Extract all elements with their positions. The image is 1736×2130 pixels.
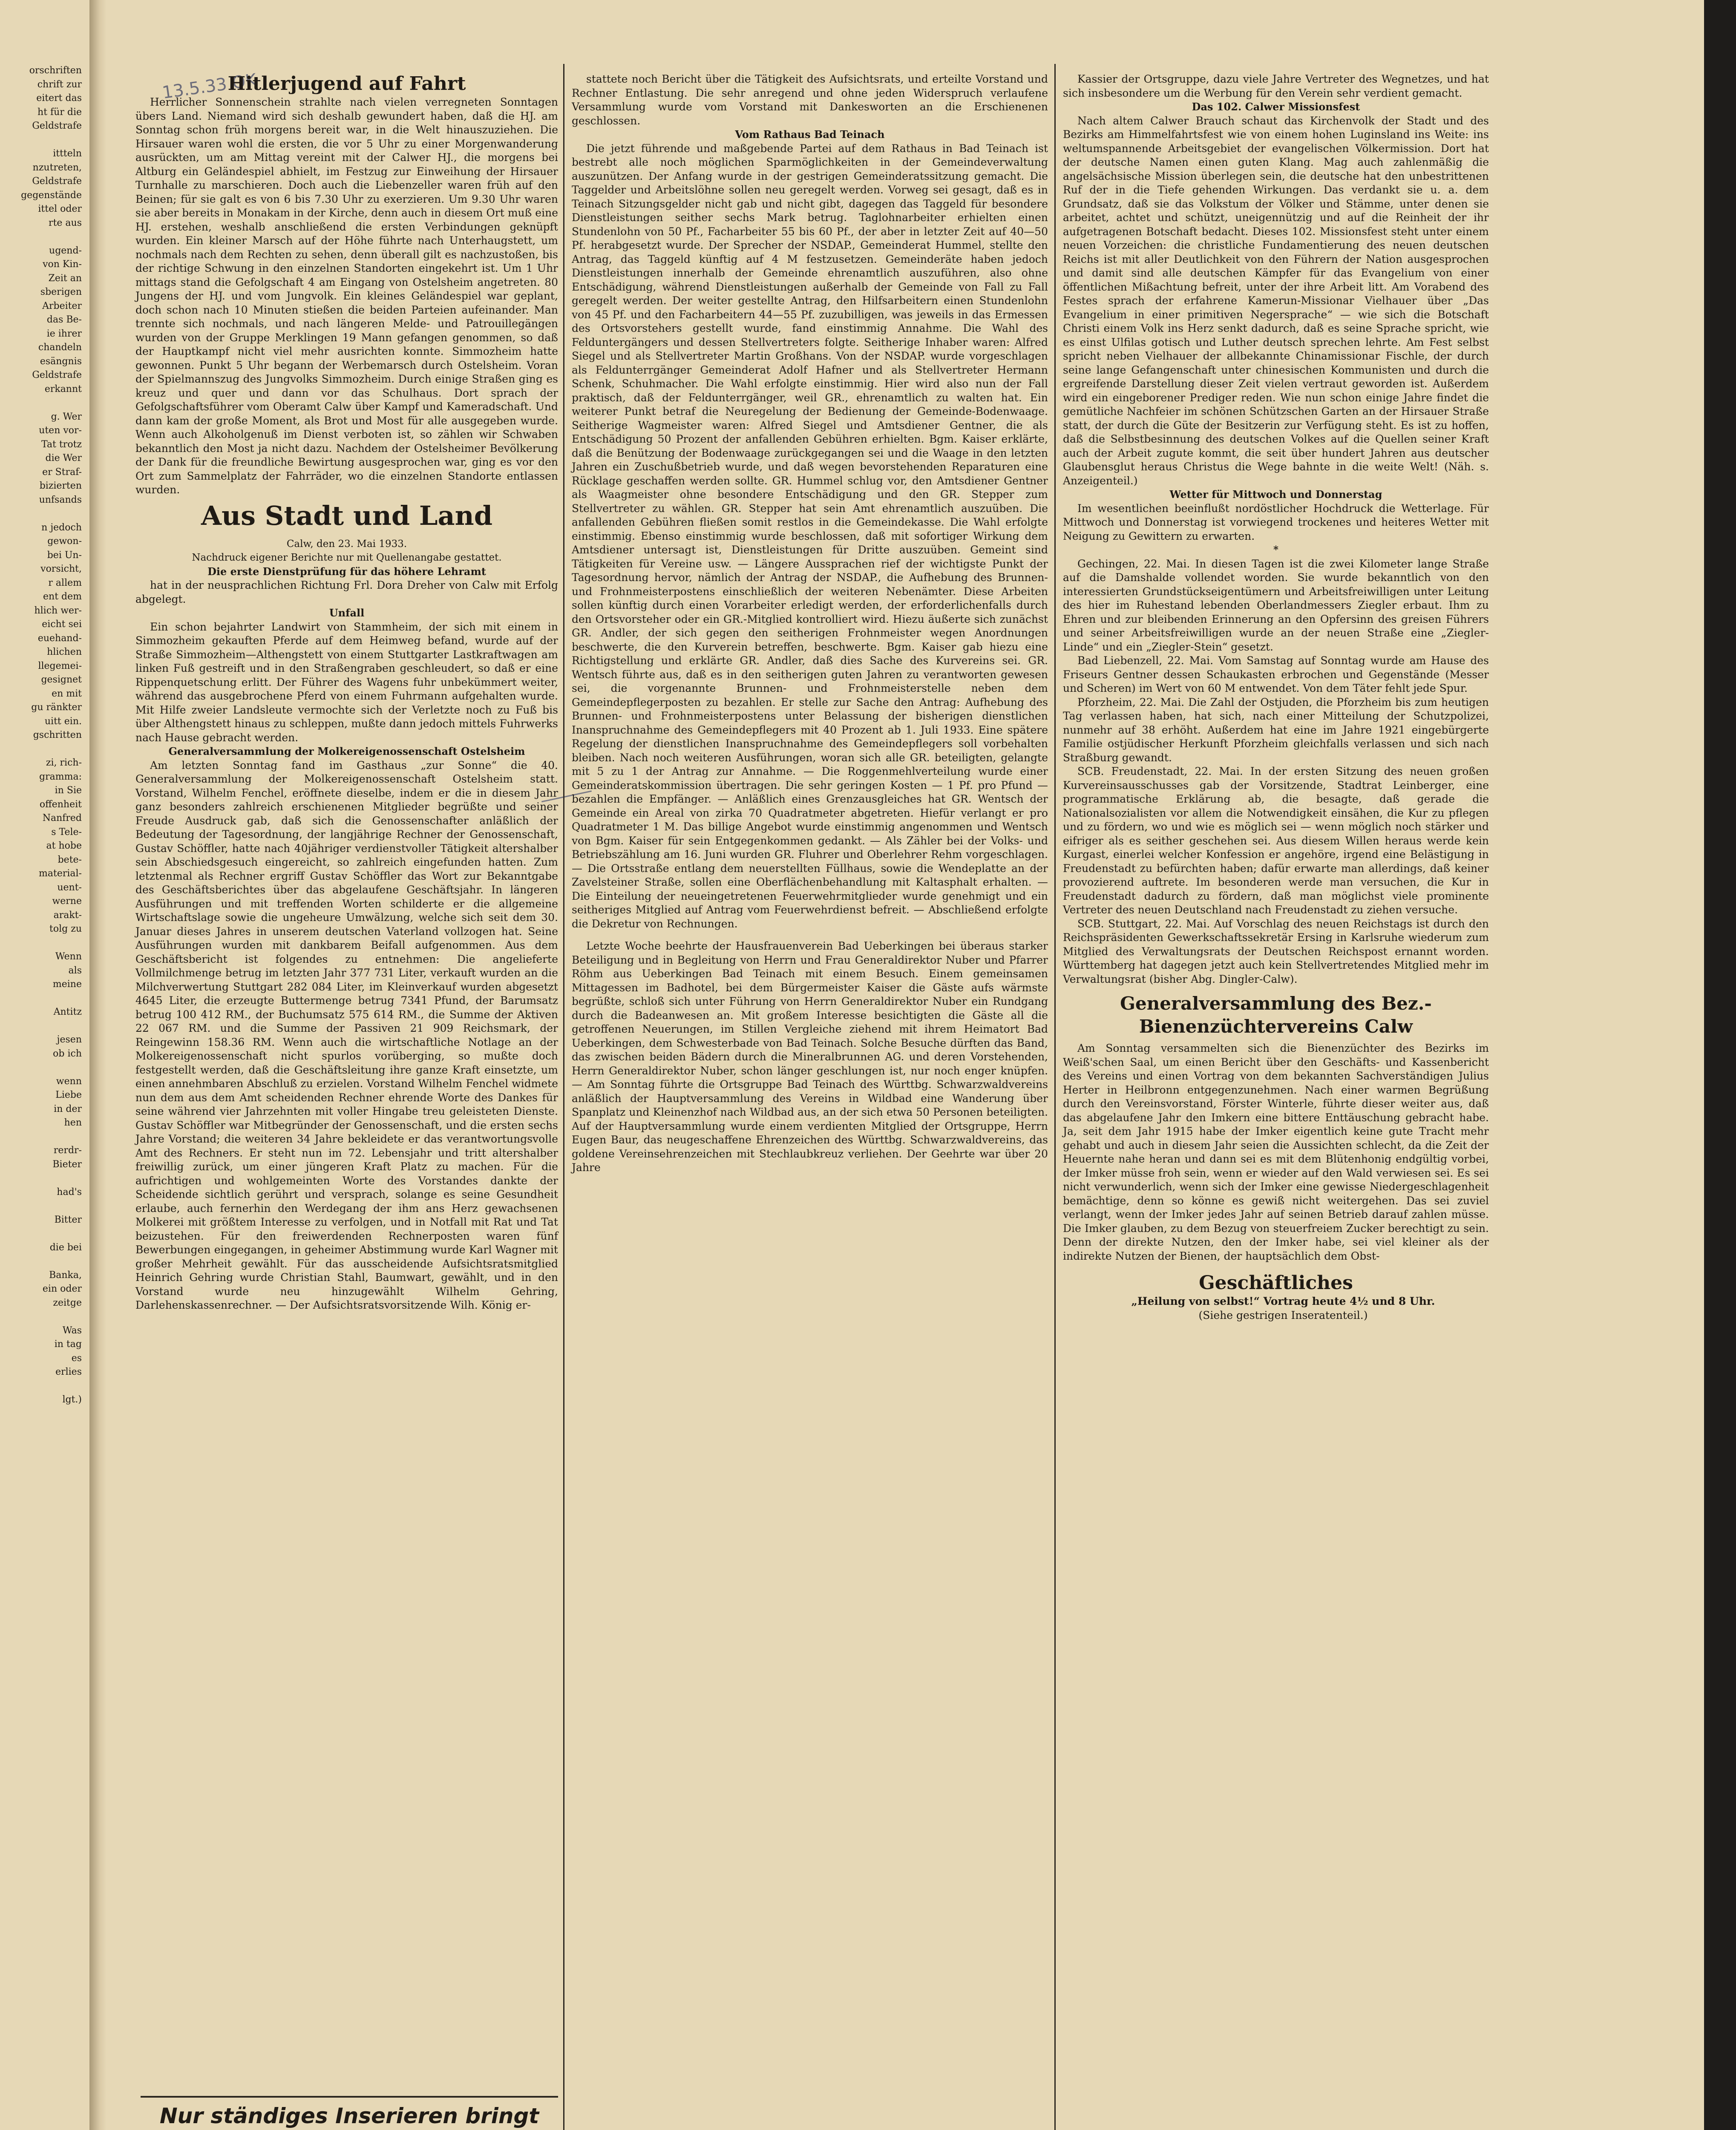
column-3 xyxy=(1063,72,1489,1322)
rathaus-heading: Vom Rathaus Bad Teinach xyxy=(735,128,885,141)
left-fragment-line: bei Un- xyxy=(47,550,82,561)
previous-page-column-fragments xyxy=(0,64,85,1407)
left-fragment-line: en mit xyxy=(52,688,82,699)
left-fragment-line: arakt- xyxy=(53,910,82,921)
left-fragment-line xyxy=(0,396,85,410)
left-fragment-line: von Kin- xyxy=(43,259,82,270)
left-fragment-line: eicht sei xyxy=(42,619,82,630)
left-fragment-line xyxy=(0,1255,85,1269)
column-1 xyxy=(135,72,558,1313)
left-fragment-line: die Wer xyxy=(45,453,82,463)
left-fragment-line: had's xyxy=(57,1186,82,1197)
left-fragment-line: wenn xyxy=(56,1076,82,1087)
wetter-text: Im wesentlichen beeinflußt nordöstlicher Hochdruck die Wetterlage. Für Mittwoch und Donnerstag ist vorwiegend trockenes und heiteres Wetter mit Neigung zu Gewittern zu erwarten. xyxy=(1063,502,1489,542)
column-2 xyxy=(572,72,1048,1175)
bienen-headline: Generalversammlung des Bez.-Bienenzüchtervereins Calw xyxy=(1120,993,1432,1037)
left-fragment-line: zi, rich- xyxy=(46,757,82,768)
left-fragment-line xyxy=(0,1172,85,1186)
geschaeftliches-line-2: (Siehe gestrigen Inseratenteil.) xyxy=(1198,1309,1368,1321)
mission-text: Nach altem Calwer Brauch schaut das Kirchenvolk der Stadt und des Bezirks am Himmelfahrtsfest wie von einem hohen Luginsland ins Weite: ins weltumspannende Arbeitsgebiet der evangelischen Völkermission. Dort hat der deutsche Namen einen guten Klang. Mag auch zahlenmäßig die angelsächsische Mission überlegen sein, die deutsche hat den unbestrittenen Ruf der in die Tiefe gehenden Wirkungen. Das verdankt sie u. a. dem Grundsatz, daß sie das Volkstum der Völker und Stämme, unter denen sie arbeitet, achtet und schützt, uneigennützig und auf die Reinheit der ihr aufgetragenen Botschaft bedacht. Dieses 102. Missionsfest steht unter einem neuen Vorzeichen: die christliche Fundamentierung des neuen deutschen Reichs ist mit aller Deutlichkeit von den Führern der Nation ausgesprochen und damit sind alle deutschen Kämpfer für das Evangelium von einer öffentlichen Mißachtung befreit, unter der ihre Arbeit litt. Am Vorabend des Festes sprach der erfahrene Kamerun-Missionar Vielhauer über „Das Evangelium in einer primitiven Negersprache“ — wie sich die Botschaft Christi einem Volk ins Herz senkt dadurch, daß es seine Sprache spricht, wie es einst Ulfilas gotisch und Luther deutsch sprechen lehrte. Am Fest selbst spricht neben Vielhauer der allbekannte Chinamissionar Fischle, der durch seine lange Gefangenschaft unter chinesischen Kommunisten und durch die ergreifende Darstellung dieser Zeit vielen vertraut geworden ist. Außerdem wird ein eingeborener Prediger reden. Wie nun schon einige Jahre findet die gemütliche Nachfeier im schönen Schützschen Garten an der Hirsauer Straße statt, der durch die Güte der Besitzerin zur Verfügung steht. Es ist zu hoffen, daß die Selbstbesinnung des deutschen Volkes auf die Quellen seiner Kraft auch der Arbeit zugute kommt, die seit über hundert Jahren aus deutscher Glaubensglut heraus Christus die Wege bahnte in die weite Welt! (Näh. s. Anzeigenteil.) xyxy=(1063,114,1489,487)
unfall-text: Ein schon bejahrter Landwirt von Stammheim, der sich mit einem in Simmozheim gekauften Pferde auf dem Heimweg befand, wurde auf der Straße Simmozheim—Althengstett von einem Stuttgarter Lastkraftwagen am linken Fuß gestreift und in den Straßengraben geschleudert, so daß er eine Rippenquetschung erlitt. Der Führer des Wagens fuhr unbekümmert weiter, während das ausgebrochene Pferd von einem Fuhrmann aufgehalten wurde. Mit Hilfe zweier Landsleute vermochte sich der Verletzte noch zu Fuß bis über Althengstett hinaus zu schleppen, mußte dann jedoch mittels Fuhrwerks nach Hause gebracht werden. xyxy=(135,620,558,744)
pencil-note: 13.5.33 OK xyxy=(161,70,258,103)
left-fragment-line xyxy=(0,992,85,1006)
left-fragment-line: ob ich xyxy=(53,1048,82,1059)
rathaus-text: Die jetzt führende und maßgebende Partei auf dem Rathaus in Bad Teinach ist bestrebt alle noch möglichen Sparmöglichkeiten in der Gemeindeverwaltung auszunützen. Der Anfang wurde in der gestrigen Gemeinderatssitzung gemacht. Die Taggelder und Arbeitslöhne sollen neu geregelt werden. Vorweg sei gesagt, daß es in Teinach Sitzungsgelder nicht gab und nicht gibt, dagegen das Taggeld für besondere Dienstleistungen seither sechs Mark betrug. Taglohnarbeiter erhielten einen Stundenlohn von 50 Pf., Facharbeiter 55 bis 60 Pf., der aber in letzter Zeit auf 40—50 Pf. herabgesetzt wurde. Der Sprecher der NSDAP., Gemeinderat Hummel, stellte den Antrag, das Taggeld künftig auf 4 M festzusetzen. Gemeinderäte haben jedoch Dienstleistungen innerhalb der Gemeinde ehrenamtlich auszuführen, also ohne Entschädigung, während Dienstleistungen außerhalb der Gemeinde von Fall zu Fall geregelt werden. Der weiter gestellte Antrag, den Hilfsarbeitern einen Stundenlohn von 45 Pf. und den Facharbeitern 44—55 Pf. zuzubilligen, was jeweils in das Ermessen des Ortsvorstehers gestellt wurde, fand einstimmig Annahme. Die Wahl des Felduntergängers und dessen Stellvertreters folgte. Seitherige Inhaber waren: Alfred Siegel und als Stellvertreter Martin Großhans. Von der NSDAP. wurde vorgeschlagen als Feldunterrgänger Gemeinderat Adolf Hafner und als Stellvertreter Hermann Schenk, Schuhmacher. Die Wahl erfolgte einstimmig. Hier wird also nun der Fall praktisch, daß der Feldunterrgänger, weil GR., ehrenamtlich zu walten hat. Ein weiterer Punkt betraf die Neuregelung der Bedienung der Gemeinde-Bodenwaage. Seitherige Wagmeister waren: Alfred Siegel und Amtsdiener Gentner, die als Entschädigung 50 Prozent der anfallenden Gebühren erhielten. Bgm. Kaiser erklärte, daß die Benützung der Bodenwaage zurückgegangen sei und die Waage in den letzten Jahren ein Zuschußbetrieb wurde, und daß wegen bevorstehenden Reparaturen eine Rücklage geschaffen werden sollte. GR. Hummel schlug vor, den Amtsdiener Gentner als Waagmeister ohne besondere Entschädigung und den GR. Stepper zum Stellvertreter zu wählen. GR. Stepper hat sein Amt ehrenamtlich auszuüben. Die anfallenden Gebühren fließen somit restlos in die Gemeindekasse. Die Wahl erfolgte einstimmig. Ebenso einstimmig wurde beschlossen, daß mit sofortiger Wirkung dem Amtsdiener untersagt ist, Dienstleistungen für Dritte auszuüben. Gemeint sind Tätigkeiten für Vereine usw. — Längere Aussprachen rief der wichtigste Punkt der Tagesordnung hervor, nämlich der Antrag der NSDAP., die Aufhebung des Brunnen- und Frohnmeisterpostens einschließlich der weiteren Nebenämter. Diese Arbeiten sollen künftig durch einen Vorarbeiter erledigt werden, der erforderlichenfalls durch den Ortsvorsteher oder ein GR.-Mitglied kontrolliert wird. Hiezu äußerte sich zunächst GR. Andler, der sich gegen den seitherigen Frohnmeister wegen Anordnungen beschwerte, die den Kurverein betreffen, beschwerte. Bgm. Kaiser gab hiezu eine Richtigstellung und erklärte GR. Andler, daß dies Sache des Kurvereins sei. GR. Wentsch führte aus, daß es in den seitherigen guten Jahren zu verantworten gewesen sei, die vorgenannte Brunnen- und Frohnmeisterstelle neben dem Gemeindepflegerposten zu bezahlen. Er stelle zur Sache den Antrag: Aufhebung des Brunnen- und Frohnmeisterpostens unter Belassung der bisherigen dienstlichen Inanspruchnahme des Gemeindepflegers mit 40 Prozent ab 1. Juli 1933. Eine spätere Regelung der dienstlichen Inanspruchnahme des Gemeindepflegers soll vorbehalten bleiben. Nach noch weiteren Ausführungen, woran sich alle GR. beteiligten, gelangte mit 5 zu 1 der Antrag zur Annahme. — Die Roggenmehlverteilung wurde einer Gemeinderatskommission übertragen. Die sehr geringen Kosten — 1 Pf. pro Pfund — bezahlen die Empfänger. — Anläßlich eines Grenzausgleiches hat GR. Wentsch der Gemeinde ein Areal von zirka 70 Quadratmeter abgetreten. Hiefür verlangt er pro Quadratmeter 1 M. Das billige Angebot wurde einstimmig angenommen und Wentsch von Bgm. Kaiser für sein Entgegenkommen gedankt. — Als Zähler bei der Volks- und Betriebszählung am 16. Juni wurden GR. Fluhrer und Oberlehrer Rehm vorgeschlagen. — Die Ortsstraße entlang dem neuerstellten Füllhaus, sowie die Wendeplatte an der Zavelsteiner Straße, sollen eine Oberflächenbehandlung mit Kaltasphalt erhalten. — Die Einteilung der neueingetretenen Feuerwehrmitglieder wurde genehmigt und ein seitheriges Mitglied auf Antrag vom Feuerwehrdienst befreit. — Abschließend erfolgte die Dekretur von Rechnungen. xyxy=(572,142,1048,930)
left-fragment-line: das Be- xyxy=(46,314,82,325)
left-fragment-line xyxy=(0,1130,85,1144)
ad-rule-top xyxy=(141,2096,558,2098)
left-fragment-line: vorsicht, xyxy=(40,564,82,574)
left-fragment-line: offenheit xyxy=(39,799,82,810)
left-fragment-line: gesignet xyxy=(41,674,82,685)
book-spine xyxy=(89,0,107,2130)
news-bad-liebenzell: Bad Liebenzell, 22. Mai. Vom Samstag auf Sonntag wurde am Hause des Friseurs Gentner dessen Schaukasten erbrochen und Gegenstände (Messer und Scheren) im Wert von 60 M entwendet. Von dem Täter fehlt jede Spur. xyxy=(1063,654,1489,694)
column-rule-1 xyxy=(563,64,564,2130)
left-fragment-line xyxy=(0,133,85,147)
left-fragment-line: Bieter xyxy=(52,1159,82,1170)
left-fragment-line xyxy=(0,507,85,521)
left-fragment-line: eitert das xyxy=(36,93,82,104)
left-fragment-line: n jedoch xyxy=(41,522,82,533)
hitlerjugend-headline: Hitlerjugend auf Fahrt xyxy=(227,73,466,95)
left-fragment-line: orschriften xyxy=(29,65,82,76)
left-fragment-line: in Sie xyxy=(55,785,82,796)
left-fragment-line: es xyxy=(71,1353,82,1364)
left-fragment-line: gschritten xyxy=(33,730,82,740)
left-fragment-line: in der xyxy=(54,1103,82,1114)
left-fragment-line: Tat trotz xyxy=(41,439,82,450)
advertising-slogan: Nur ständiges Inserieren bringt xyxy=(159,2104,539,2128)
left-fragment-line xyxy=(0,1227,85,1241)
left-fragment-line: Bitter xyxy=(54,1214,82,1225)
left-fragment-line: llegemei- xyxy=(38,660,82,671)
aus-stadt-und-land-headline: Aus Stadt und Land xyxy=(201,500,493,531)
left-fragment-line: zeitge xyxy=(53,1297,82,1308)
column-rule-2 xyxy=(1054,64,1056,2130)
left-fragment-line: rerdr- xyxy=(53,1145,82,1156)
left-fragment-line: jesen xyxy=(57,1034,82,1045)
left-fragment-line: Geldstrafe xyxy=(32,370,82,380)
left-fragment-line: lgt.) xyxy=(62,1394,82,1405)
left-fragment-line: werne xyxy=(52,896,82,907)
left-fragment-line: Arbeiter xyxy=(42,300,82,311)
left-fragment-line: Zeit an xyxy=(48,273,82,284)
left-fragment-line xyxy=(0,230,85,244)
left-fragment-line: gramma: xyxy=(39,771,82,782)
news-pforzheim: Pforzheim, 22. Mai. Die Zahl der Ostjuden, die Pforzheim bis zum heutigen Tag verlassen haben, hat sich, nach einer Mitteilung der Schutzpolizei, nunmehr auf 38 erhöht. Außerdem hat eine im Jahre 1921 eingebürgerte Familie ostjüdischer Herkunft Pforzheim gleichfalls verlassen und sich nach Straßburg gewandt. xyxy=(1063,696,1489,764)
left-fragment-line: Banka, xyxy=(49,1269,82,1281)
geschaeftliches-headline: Geschäftliches xyxy=(1199,1272,1353,1294)
mission-heading: Das 102. Calwer Missionsfest xyxy=(1192,101,1360,113)
left-fragment-line: hen xyxy=(64,1117,82,1128)
left-fragment-line: er Straf- xyxy=(42,466,82,478)
exam-text: hat in der neusprachlichen Richtung Frl. Dora Dreher von Calw mit Erfolg abgelegt. xyxy=(135,579,558,605)
left-fragment-line: material- xyxy=(39,868,82,879)
left-fragment-line: at hobe xyxy=(46,840,82,851)
wetter-heading: Wetter für Mittwoch und Donnerstag xyxy=(1169,488,1382,501)
left-fragment-line: Liebe xyxy=(55,1090,82,1100)
left-fragment-line: hlich wer- xyxy=(34,605,82,616)
left-fragment-line: Wenn xyxy=(55,951,82,962)
left-fragment-line: g. Wer xyxy=(51,411,82,422)
left-fragment-line xyxy=(0,1199,85,1213)
left-fragment-line: Geldstrafe xyxy=(32,176,82,187)
exam-heading: Die erste Dienstprüfung für das höhere Lehramt xyxy=(207,565,486,578)
left-fragment-line: s Tele- xyxy=(51,826,82,838)
news-gechingen: Gechingen, 22. Mai. In diesen Tagen ist die zwei Kilometer lange Straße auf die Damshalde vollendet worden. Sie wurde bekanntlich von den interessierten Grundstückseigentümern und Arbeitsfreiwilligen unter Leitung des hier im Ruhestand lebenden Oberlandmessers Ziegler erbaut. Ihm zu Ehren und zur bleibenden Erinnerung an den Opfersinn des greisen Führers und seiner Arbeitsfreiwilligen wurde an der neuen Straße eine „Ziegler-Linde“ und ein „Ziegler-Stein“ gesetzt. xyxy=(1063,557,1489,653)
hitlerjugend-article: Herrlicher Sonnenschein strahlte nach vielen verregneten Sonntagen übers Land. Niemand wird sich deshalb gewundert haben, daß die HJ. am Sonntag schon früh morgens bereit war, in die Welt hinauszuziehen. Die Hirsauer waren wohl die ersten, die vor 5 Uhr zu einer Morgenwanderung ausrückten, um am Mittag vereint mit der Calwer HJ., die morgens bei Altburg ein Geländespiel abhielt, im Festzug zur Einweihung der Hirsauer Turnhalle zu marschieren. Doch auch die Liebenzeller waren früh auf den Beinen; für sie galt es von 6 bis 7.30 Uhr zu exerzieren. Um 9.30 Uhr waren sie aber bereits in Monakam in der Kirche, denn auch in diesem Ort muß eine HJ. erstehen, weshalb anschließend die ersten Verbindungen geknüpft wurden. Ein kleiner Marsch auf der Höhe führte nach Unterhaugstett, um nochmals nach dem Rechten zu sehen, denn überall gilt es nachzustoßen, bis der richtige Schwung in den einzelnen Standorten eingekehrt ist. Um 1 Uhr mittags stand die Gefolgschaft 4 am Eingang von Ostelsheim angetreten. 80 Jungens der HJ. und vom Jungvolk. Ein kleines Geländespiel war geplant, doch schon nach 10 Minuten stießen die beiden Parteien aufeinander. Man trennte sich nochmals, und nach längeren Melde- und Patrouillegängen wurden von der Gruppe Merklingen 19 Mann gefangen genommen, so daß der Hauptkampf nicht viel mehr ausrichten konnte. Simmozheim hatte gewonnen. Punkt 5 Uhr begann der Werbemarsch durch Ostelsheim. Voran der Spielmannszug des Jungvolks Simmozheim. Durch einige Straßen ging es kreuz und quer und dann vor das Schulhaus. Dort sprach der Gefolgschaftsführer vom Oberamt Calw über Kampf und Kameradschaft. Und dann kam der große Moment, als Brot und Most für alle ausgegeben wurde. Wenn auch Alkoholgenuß im Dienst verboten ist, so zählen wir Schwaben bekanntlich den Most ja nicht dazu. Nachdem der Ostelsheimer Bevölkerung der Dank für die freundliche Bewirtung ausgesprochen war, ging es vor den Ort zum Sammelplatz der Fahrräder, wo die einzelnen Standorte entlassen wurden. xyxy=(135,96,558,496)
separator-star: * xyxy=(1273,544,1279,556)
left-fragment-line: rte aus xyxy=(49,217,82,228)
left-fragment-line: ht für die xyxy=(37,106,82,118)
left-fragment-line: unfsands xyxy=(39,494,82,505)
left-fragment-line: Was xyxy=(62,1325,82,1336)
news-freudenstadt: SCB. Freudenstadt, 22. Mai. In der ersten Sitzung des neuen großen Kurvereinsausschusses gab der Vorsitzende, Stadtrat Leinberger, eine programmatische Erklärung ab, die besagte, daß gerade die Nationalsozialisten vor allem die Notwendigkeit einsähen, die Kur zu pflegen und zu fördern, wo und wie es möglich sei — wenn möglich noch stärker und eifriger als es seither geschehen sei. Aus diesem Willen heraus werde kein Kurgast, einerlei welcher Konfession er angehöre, irgend eine Belästigung in Freudenstadt zu befürchten haben; dafür erwarte man allerdings, daß keiner provozierend auftrete. Im besonderen werde man versuchen, die Kur in Freudenstadt dadurch zu fördern, daß man möglichst viele prominente Vertreter des neuen Deutschland nach Freudenstadt zu ziehen versuche. xyxy=(1063,765,1489,916)
left-fragment-line: erlies xyxy=(55,1367,82,1377)
left-fragment-line: uitt ein. xyxy=(44,716,82,727)
left-fragment-line: gu ränkter xyxy=(31,702,82,713)
left-fragment-line: nzutreten, xyxy=(32,162,82,173)
left-fragment-line: gegenstände xyxy=(21,190,82,201)
left-fragment-line: bete- xyxy=(58,854,82,865)
column-3-intro: Kassier der Ortsgruppe, dazu viele Jahre Vertreter des Wegnetzes, und hat sich insbesondere um die Werbung für den Verein sehr verdient gemacht. xyxy=(1063,73,1489,99)
left-fragment-line: sberigen xyxy=(40,287,82,297)
left-fragment-line xyxy=(0,1379,85,1393)
molkerei-text: Am letzten Sonntag fand im Gasthaus „zur Sonne“ die 40. Generalversammlung der Molkereigenossenschaft Ostelsheim statt. Vorstand, Wilhelm Fenchel, eröffnete dieselbe, indem er die in diesem Jahr ganz besonders zahlreich erschienenen Mitglieder begrüßte und seiner Freude Ausdruck gab, daß sich die Genossenschafter anläßlich der Bedeutung der Tagesordnung, der langjährige Rechner der Genossenschaft, Gustav Schöffler, hatte nach 40jähriger verdienstvoller Tätigkeit altershalber sein Abschiedsgesuch eingereicht, so zahlreich eingefunden hatten. Zum letztenmal als Rechner ergriff Gustav Schöffler das Wort zur Bekanntgabe des Geschäftsberichtes über das abgelaufene Geschäftsjahr. In längeren Ausführungen und mit treffenden Worten schilderte er die allgemeine Wirtschaftslage sowie die ungeheure Umwälzung, welche sich seit dem 30. Januar dieses Jahres in unserem deutschen Vaterland vollzogen hat. Seine Ausführungen wurden mit dankbarem Beifall aufgenommen. Aus dem Geschäftsbericht ist folgendes zu entnehmen: Die angelieferte Vollmilchmenge betrug im letzten Jahr 377 731 Liter, verkauft wurden an die Milchverwertung Stuttgart 282 084 Liter, im Kleinverkauf wurden abgesetzt 4645 Liter, die erzeugte Buttermenge betrug 7341 Pfund, der Barumsatz betrug 100 412 RM., der Buchumsatz 575 614 RM., die Summe der Aktiven 22 067 RM. und die Summe der Passiven 21 909 Reichsmark, der Reingewinn 158.36 RM. Wenn auch die wirtschaftliche Notlage an der Molkereigenossenschaft nicht spurlos vorüberging, so mußte doch festgestellt werden, daß die Geschäftsleitung ihre ganze Kraft einsetzte, um einen annehmbaren Abschluß zu erzielen. Vorstand Wilhelm Fenchel widmete nun dem aus dem Amt scheidenden Rechner ehrende Worte des Dankes für seine während vier Jahrzehnten mit voller Hingabe treu geleisteten Dienste. Gustav Schöffler war Mitbegründer der Genossenschaft, und die ersten sechs Jahre Vorstand; die weiteren 34 Jahre bekleidete er das verantwortungsvolle Amt des Rechners. Er steht nun im 72. Lebensjahr und tritt altershalber freiwillig zurück, um einer jüngeren Kraft Platz zu machen. Für die aufrichtigen und wohlgemeinten Worte des Vorstandes dankte der Scheidende sichtlich gerührt und versprach, solange es seine Gesundheit erlaube, auch fernerhin den Werdegang der ihm ans Herz gewachsenen Molkerei mit größtem Interesse zu verfolgen, und in Notfall mit Rat und Tat beizustehen. Für den freiwerdenden Rechnerposten waren fünf Bewerbungen eingegangen, in geheimer Abstimmung wurde Karl Wagner mit großer Mehrheit gewählt. Für das ausscheidende Aufsichtsratsmitglied Heinrich Gehring wurde Christian Stahl, Baumwart, gewählt, und in den Vorstand wurde neu hinzugewählt Wilhelm Gehring, Darlehenskassenrechner. — Der Aufsichtsratsvorsitzende Wilh. König er- xyxy=(135,759,558,1311)
geschaeftliches-line-1: „Heilung von selbst!“ Vortrag heute 4½ und 8 Uhr. xyxy=(1131,1295,1435,1307)
left-fragment-line: Nanfred xyxy=(42,813,82,823)
left-fragment-line: uent- xyxy=(57,882,82,893)
bienen-text: Am Sonntag versammelten sich die Bienenzüchter des Bezirks im Weiß'schen Saal, um einen Bericht über den Geschäfts- und Kassenbericht des Vereins und einen Vortrag von dem bekannten Sachverständigen Julius Herter in Heilbronn entgegenzunehmen. Nach einer warmen Begrüßung durch den Vereinsvorstand, Förster Winterle, führte dieser weiter aus, daß das abgelaufene Jahr den Imkern eine bittere Enttäuschung gebracht habe. Ja, seit dem Jahr 1915 habe der Imker eigentlich keine gute Tracht mehr gehabt und auch in diesem Jahr seien die Aussichten schlecht, da die Zeit der Heuernte nahe heran und dann sei es mit dem Blütenhonig endgültig vorbei, der Imker müsse froh sein, wenn er wieder auf den Wald verwiesen sei. Es sei nicht verwunderlich, wenn sich der Imker eine gewisse Niedergeschlagenheit bemächtige, denn so könne es gewiß nicht weitergehen. Das sei zuviel verlangt, wenn der Imker jedes Jahr auf seinen Betrieb darauf zahlen müsse. Die Imker glauben, zu dem Bezug von steuerfreiem Zucker berechtigt zu sein. Denn der direkte Nutzen, den der Imker habe, sei viel kleiner als der indirekte Nutzen der Bienen, der hauptsächlich dem Obst- xyxy=(1063,1042,1489,1262)
left-fragment-line: chandeln xyxy=(38,342,82,353)
left-fragment-line: in tag xyxy=(54,1339,82,1350)
copyright-note: Nachdruck eigener Berichte nur mit Quellenangabe gestattet. xyxy=(192,552,502,563)
left-fragment-line: tolg zu xyxy=(49,924,82,934)
left-fragment-line: chrift zur xyxy=(37,79,82,90)
left-fragment-line: euehand- xyxy=(37,633,82,644)
unfall-heading: Unfall xyxy=(329,607,365,619)
left-fragment-line xyxy=(0,1019,85,1033)
left-fragment-line: r allem xyxy=(48,577,82,588)
left-fragment-line: ent dem xyxy=(43,591,82,602)
left-fragment-line xyxy=(0,1310,85,1324)
left-fragment-line: ie ihrer xyxy=(46,328,82,339)
dateline: Calw, den 23. Mai 1933. xyxy=(286,538,407,550)
hausfrauen-text: Letzte Woche beehrte der Hausfrauenverein Bad Ueberkingen bei überaus starker Beteiligung und in Begleitung von Herrn und Frau Generaldirektor Nuber und Pfarrer Röhm aus Ueberkingen Bad Teinach mit einem Besuch. Einem gemeinsamen Mittagessen im Badhotel, bei dem Bürgermeister Kaiser die Gäste aufs wärmste begrüßte, schloß sich unter Führung von Herrn Generaldirektor Nuber ein Rundgang durch die Badeanwesen an. Mit großem Interesse besichtigten die Gäste all die getroffenen Neuerungen, im Stillen Vergleiche ziehend mit ihrem Heimatort Bad Ueberkingen, dem Schwesterbade von Bad Teinach. Solche Besuche dürften das Band, das zwischen beiden Bädern durch die Mineralbrunnen AG. und deren Vorstehenden, Herrn Generaldirektor Nuber, schon länger geschlungen ist, nur noch enger knüpfen. — Am Sonntag führte die Ortsgruppe Bad Teinach des Württbg. Schwarzwaldvereins anläßlich der Hauptversammlung des Vereins in Wildbad eine Wanderung über Spanplatz und Kleinenzhof nach Wildbad aus, an der sich etwa 50 Personen beteiligten. Auf der Hauptversammlung wurde einem verdienten Mitglied der Ortsgruppe, Herrn Eugen Baur, das neugeschaffene Ehrenzeichen des Württbg. Schwarzwaldvereins, das goldene Vereinsehrenzeichen mit Stechlaubkreuz verliehen. Der Geehrte war über 20 Jahre xyxy=(572,940,1048,1174)
left-fragment-line: ein oder xyxy=(42,1284,82,1294)
left-fragment-line: ugend- xyxy=(49,245,82,256)
left-fragment-line: als xyxy=(68,965,82,976)
left-fragment-line xyxy=(0,936,85,950)
left-fragment-line: erkannt xyxy=(44,383,82,394)
left-fragment-line xyxy=(0,743,85,757)
left-fragment-line: gewon- xyxy=(47,536,82,547)
molkerei-heading: Generalversammlung der Molkereigenossenschaft Ostelsheim xyxy=(168,745,525,757)
left-fragment-line: ittel oder xyxy=(38,204,82,214)
left-fragment-line: die bei xyxy=(49,1242,82,1253)
left-fragment-line xyxy=(0,1061,85,1075)
left-fragment-line: Geldstrafe xyxy=(32,121,82,131)
left-fragment-line: ittteln xyxy=(53,148,82,159)
news-stuttgart: SCB. Stuttgart, 22. Mai. Auf Vorschlag des neuen Reichstags ist durch den Reichspräsidenten Gewerkschaftssekretär Ersing in Karlsruhe wiederum zum Mitglied des Verwaltungsrats der Deutschen Reichspost ernannt worden. Württemberg hat dagegen jetzt auch kein Stellvertretendes Mitglied mehr im Verwaltungsrat (bisher Abg. Dingler-Calw). xyxy=(1063,917,1489,985)
column-2-intro: stattete noch Bericht über die Tätigkeit des Aufsichtsrats, und erteilte Vorstand und Rechner Entlastung. Die sehr anregend und ohne jeden Widerspruch verlaufene Versammlung wurde vom Vorstand mit Dankesworten an die Erschienenen geschlossen. xyxy=(572,73,1048,127)
left-fragment-line: Antitz xyxy=(53,1007,82,1017)
left-fragment-line: hlichen xyxy=(47,647,82,657)
left-fragment-line: meine xyxy=(52,979,82,990)
left-fragment-line: bizierten xyxy=(39,481,82,491)
scan-background xyxy=(1704,0,1736,2130)
left-fragment-line: esängnis xyxy=(40,356,82,367)
left-fragment-line: uten vor- xyxy=(39,425,82,436)
